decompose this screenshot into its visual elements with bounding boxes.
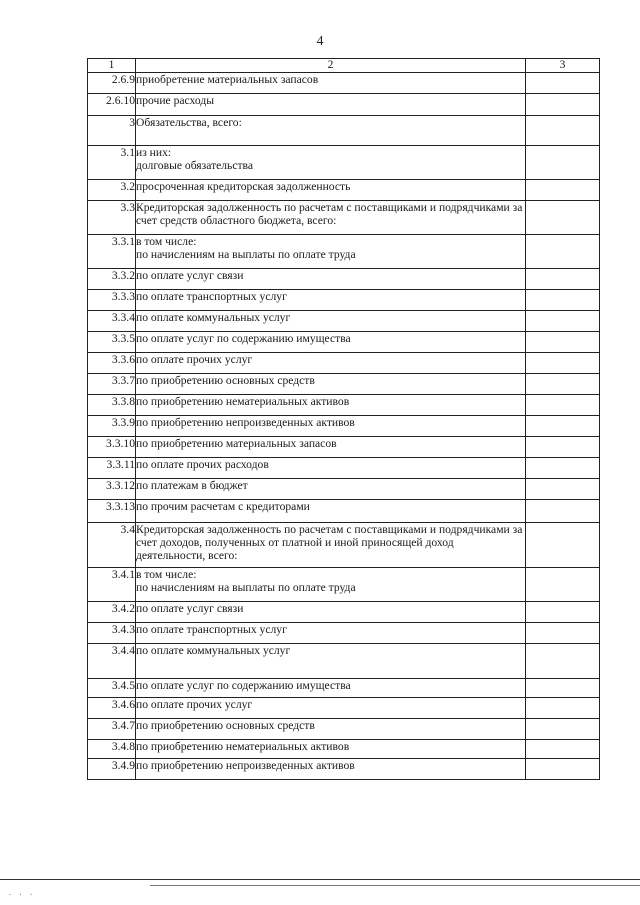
row-value[interactable] bbox=[526, 740, 600, 759]
row-number: 3.4.8 bbox=[88, 740, 136, 759]
row-description: прочие расходы bbox=[136, 94, 526, 116]
row-value[interactable] bbox=[526, 311, 600, 332]
table-row bbox=[88, 679, 600, 698]
row-value[interactable] bbox=[526, 395, 600, 416]
table-row bbox=[88, 235, 600, 269]
table-row bbox=[88, 479, 600, 500]
row-value[interactable] bbox=[526, 416, 600, 437]
row-description: по оплате услуг связи bbox=[136, 602, 526, 623]
table-row bbox=[88, 201, 600, 235]
table-row bbox=[88, 740, 600, 759]
row-number: 3.4.1 bbox=[88, 568, 136, 602]
table-row bbox=[88, 395, 600, 416]
row-description: по приобретению непроизведенных активов bbox=[136, 416, 526, 437]
table-row bbox=[88, 374, 600, 395]
row-number: 3.3.7 bbox=[88, 374, 136, 395]
row-value[interactable] bbox=[526, 479, 600, 500]
row-description: по оплате услуг по содержанию имущества bbox=[136, 332, 526, 353]
row-description: по оплате транспортных услуг bbox=[136, 623, 526, 644]
row-number: 3.3.10 bbox=[88, 437, 136, 458]
row-number: 3.3 bbox=[88, 201, 136, 235]
table-row bbox=[88, 94, 600, 116]
table-row bbox=[88, 269, 600, 290]
row-value[interactable] bbox=[526, 719, 600, 740]
row-number: 3.3.3 bbox=[88, 290, 136, 311]
header-col-1: 1 bbox=[88, 59, 136, 73]
table-row bbox=[88, 698, 600, 719]
row-number: 3.4.9 bbox=[88, 759, 136, 780]
row-description: по платежам в бюджет bbox=[136, 479, 526, 500]
row-description: Кредиторская задолженность по расчетам с поставщиками и подрядчиками за счет доходов, полученных от платной и иной приносящей доход деятельности, всего: bbox=[136, 523, 526, 568]
row-value[interactable] bbox=[526, 94, 600, 116]
row-number: 3.3.2 bbox=[88, 269, 136, 290]
table-row bbox=[88, 416, 600, 437]
row-description: по оплате услуг по содержанию имущества bbox=[136, 679, 526, 698]
table-row bbox=[88, 437, 600, 458]
row-value[interactable] bbox=[526, 523, 600, 568]
row-number: 3.3.6 bbox=[88, 353, 136, 374]
row-description: по оплате коммунальных услуг bbox=[136, 644, 526, 679]
table-row bbox=[88, 180, 600, 201]
row-number: 3.1 bbox=[88, 146, 136, 180]
row-value[interactable] bbox=[526, 201, 600, 235]
table-row bbox=[88, 719, 600, 740]
row-number: 3.4.3 bbox=[88, 623, 136, 644]
table-row bbox=[88, 500, 600, 523]
row-description: по приобретению основных средств bbox=[136, 374, 526, 395]
table-row bbox=[88, 458, 600, 479]
row-value[interactable] bbox=[526, 290, 600, 311]
row-description: по приобретению нематериальных активов bbox=[136, 395, 526, 416]
row-value[interactable] bbox=[526, 146, 600, 180]
row-value[interactable] bbox=[526, 437, 600, 458]
row-number: 3.4.4 bbox=[88, 644, 136, 679]
table-row bbox=[88, 311, 600, 332]
row-value[interactable] bbox=[526, 623, 600, 644]
row-number: 2.6.9 bbox=[88, 73, 136, 94]
row-number: 3.4.2 bbox=[88, 602, 136, 623]
table-row bbox=[88, 602, 600, 623]
row-number: 3.3.4 bbox=[88, 311, 136, 332]
bottom-rule-secondary bbox=[150, 885, 640, 886]
row-description: по приобретению основных средств bbox=[136, 719, 526, 740]
row-number: 3.4.6 bbox=[88, 698, 136, 719]
table-row bbox=[88, 290, 600, 311]
row-description: в том числе: по начислениям на выплаты по оплате труда bbox=[136, 568, 526, 602]
table-row bbox=[88, 759, 600, 780]
row-number: 3.3.13 bbox=[88, 500, 136, 523]
row-value[interactable] bbox=[526, 332, 600, 353]
page-number: 4 bbox=[316, 34, 324, 49]
row-number: 2.6.10 bbox=[88, 94, 136, 116]
row-value[interactable] bbox=[526, 698, 600, 719]
row-value[interactable] bbox=[526, 500, 600, 523]
row-number: 3 bbox=[88, 116, 136, 146]
table-row bbox=[88, 353, 600, 374]
row-value[interactable] bbox=[526, 73, 600, 94]
row-value[interactable] bbox=[526, 644, 600, 679]
row-value[interactable] bbox=[526, 353, 600, 374]
row-number: 3.3.8 bbox=[88, 395, 136, 416]
row-number: 3.3.5 bbox=[88, 332, 136, 353]
table-header-row bbox=[88, 59, 600, 73]
header-col-2: 2 bbox=[136, 59, 526, 73]
row-description: по прочим расчетам с кредиторами bbox=[136, 500, 526, 523]
row-number: 3.4 bbox=[88, 523, 136, 568]
row-description: по оплате транспортных услуг bbox=[136, 290, 526, 311]
row-value[interactable] bbox=[526, 458, 600, 479]
row-value[interactable] bbox=[526, 269, 600, 290]
row-description: Обязательства, всего: bbox=[136, 116, 526, 146]
row-description: по оплате прочих услуг bbox=[136, 698, 526, 719]
row-number: 3.3.9 bbox=[88, 416, 136, 437]
table-body bbox=[88, 73, 600, 780]
row-description: просроченная кредиторская задолженность bbox=[136, 180, 526, 201]
row-description: из них: долговые обязательства bbox=[136, 146, 526, 180]
table-row bbox=[88, 73, 600, 94]
table-row bbox=[88, 146, 600, 180]
bottom-rule bbox=[0, 879, 640, 880]
row-description: по оплате услуг связи bbox=[136, 269, 526, 290]
row-description: Кредиторская задолженность по расчетам с поставщиками и подрядчиками за счет средств областного бюджета, всего: bbox=[136, 201, 526, 235]
row-value[interactable] bbox=[526, 602, 600, 623]
row-number: 3.3.11 bbox=[88, 458, 136, 479]
row-value[interactable] bbox=[526, 759, 600, 780]
table-row bbox=[88, 116, 600, 146]
row-number: 3.3.12 bbox=[88, 479, 136, 500]
row-description: по приобретению непроизведенных активов bbox=[136, 759, 526, 780]
row-number: 3.4.7 bbox=[88, 719, 136, 740]
row-value[interactable] bbox=[526, 679, 600, 698]
table-row bbox=[88, 623, 600, 644]
row-value[interactable] bbox=[526, 374, 600, 395]
row-value[interactable] bbox=[526, 180, 600, 201]
row-description: по приобретению материальных запасов bbox=[136, 437, 526, 458]
scan-mark: · · · bbox=[8, 891, 35, 899]
row-description: в том числе: по начислениям на выплаты по оплате труда bbox=[136, 235, 526, 269]
row-description: по оплате коммунальных услуг bbox=[136, 311, 526, 332]
row-description: по приобретению нематериальных активов bbox=[136, 740, 526, 759]
table-row bbox=[88, 568, 600, 602]
row-number: 3.2 bbox=[88, 180, 136, 201]
row-value[interactable] bbox=[526, 568, 600, 602]
report-table bbox=[87, 58, 600, 780]
row-description: по оплате прочих расходов bbox=[136, 458, 526, 479]
row-description: по оплате прочих услуг bbox=[136, 353, 526, 374]
table-row bbox=[88, 644, 600, 679]
row-value[interactable] bbox=[526, 235, 600, 269]
row-number: 3.3.1 bbox=[88, 235, 136, 269]
row-number: 3.4.5 bbox=[88, 679, 136, 698]
header-col-3: 3 bbox=[526, 59, 600, 73]
row-value[interactable] bbox=[526, 116, 600, 146]
row-description: приобретение материальных запасов bbox=[136, 73, 526, 94]
table-row bbox=[88, 523, 600, 568]
table-row bbox=[88, 332, 600, 353]
